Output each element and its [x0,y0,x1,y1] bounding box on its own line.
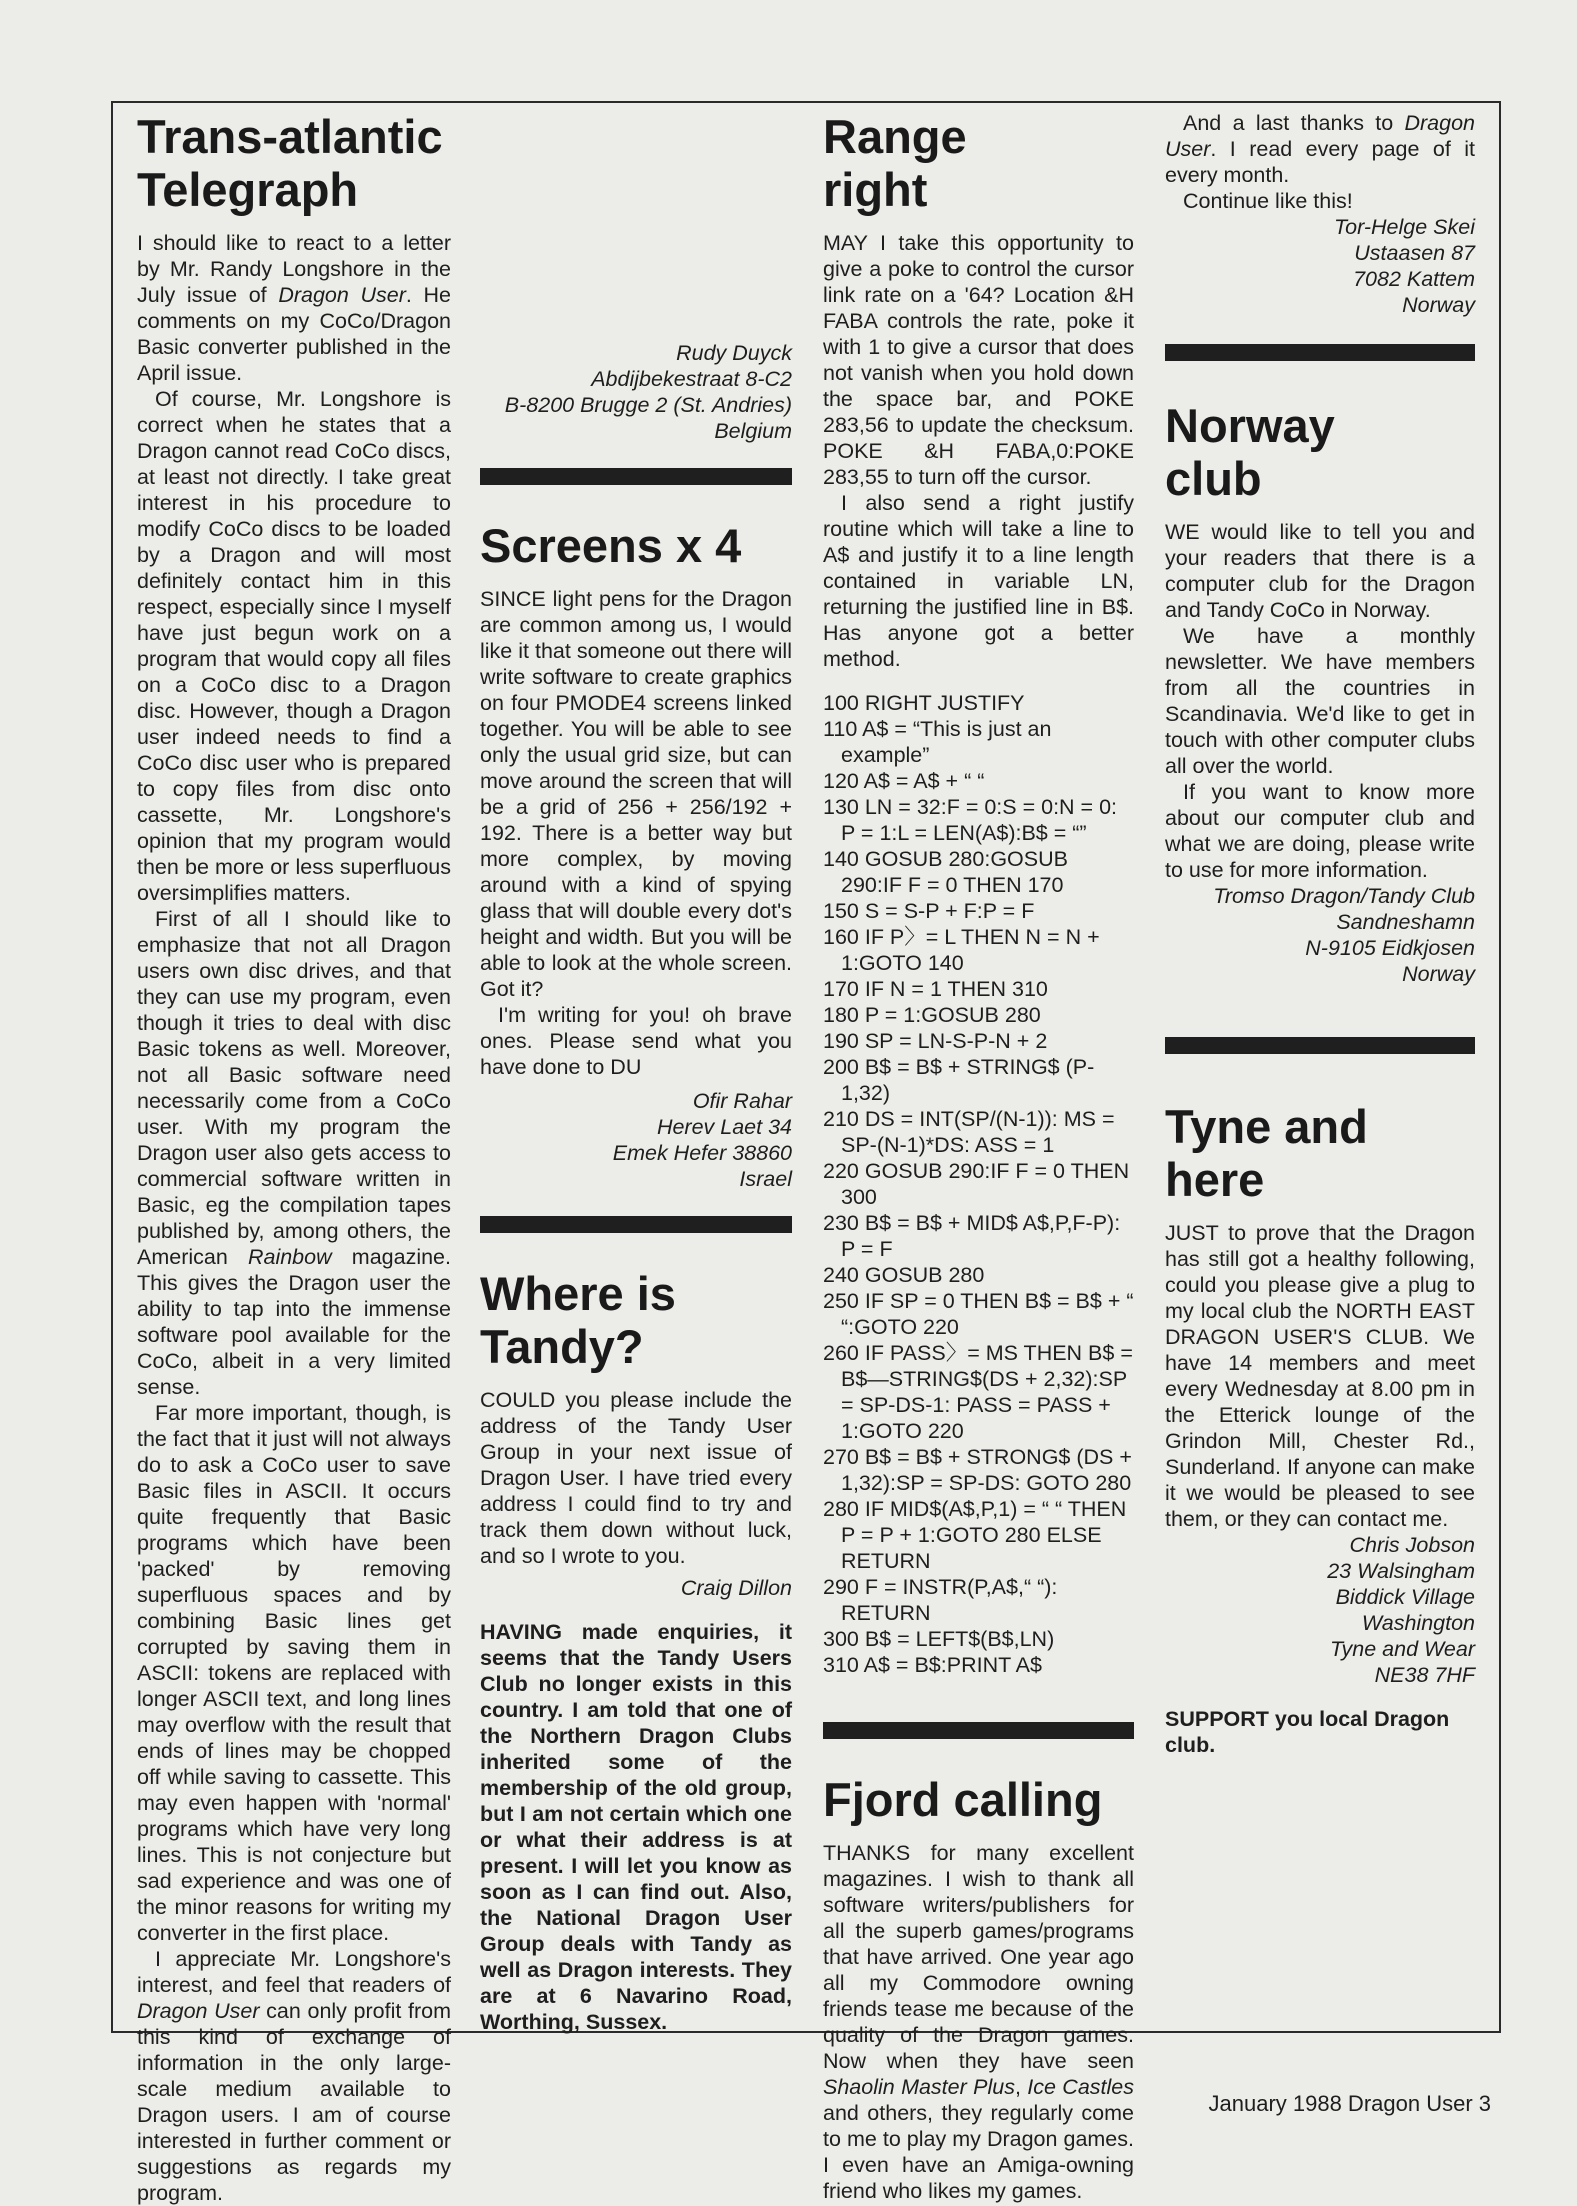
signature-tandy: Craig Dillon [680,1576,792,1600]
letter-paragraph: JUST to prove that the Dragon has still got a healthy following, could you please give a plug to my local club the NORTH EAST DRAGON USER'S CLUB. We have 14 members and meet every Wednesday at 8.00 pm in the Etterick lounge of the Grindon Mill, Chester Rd., Sunderland. If anyone can make it we would be pleased to see them, or they can contact me. [1165,1221,1475,1531]
signature-transatlantic [480,340,792,444]
page-footer: January 1988 Dragon User 3 [1208,2091,1491,2116]
section-divider [823,1722,1134,1739]
letter-paragraph: I should like to react to a letter by Mr. Randy Longshore in the July issue of Dragon User. He comments on my CoCo/Dragon Basic converter published in the April issue. [137,231,451,385]
letter-title-tyne: Tyne and here [1165,1100,1368,1206]
signature-tyne [1165,1532,1475,1688]
letter-title-range: Range right [823,110,967,216]
code-line: 120 A$ = A$ + “ “ [823,769,985,793]
code-line: 300 B$ = LEFT$(B$,LN) [823,1627,1055,1651]
code-line: 280 IF MID$(A$,P,1) = “ “ THEN P = P + 1:GOTO 280 ELSE RETURN [823,1497,1127,1573]
letter-title-norway: Norway club [1165,399,1335,505]
section-divider [480,468,792,485]
letter-paragraph: SINCE light pens for the Dragon are common among us, I would like it that someone out there will write software to create graphics on four PMODE4 screens linked together. You will be able to see only the usual grid size, but can move around the screen that will be a grid of 256 + 256/192 + 192. There is a better way but more complex, by moving around with a kind of spying glass that will double every dot's height and width. But you will be able to look at the whole screen. Got it? [480,587,792,1001]
signature-line: 7082 Kattem [1353,267,1475,291]
code-line: 190 SP = LN-S-P-N + 2 [823,1029,1048,1053]
letter-paragraph: WE would like to tell you and your readers that there is a computer club for the Dragon and Tandy CoCo in Norway. [1165,520,1475,622]
signature-line: Biddick Village [1335,1585,1475,1609]
signature-line: Norway [1402,293,1475,317]
letter-paragraph: COULD you please include the address of the Tandy User Group in your next issue of Dragon User. I have tried every address I could find to try and track them down without luck, and so I wrote to you. [480,1388,792,1568]
signature-line: Tor-Helge Skei [1333,215,1475,239]
code-line: 130 LN = 32:F = 0:S = 0:N = 0: P = 1:L = LEN(A$):B$ = “” [823,795,1118,845]
code-line: 150 S = S-P + F:P = F [823,899,1035,923]
basic-listing [823,690,1134,1678]
column-4 [1165,110,1475,1758]
editor-reply-tandy: HAVING made enquiries, it seems that the Tandy Users Club no longer exists in this country. I am told that one of the Northern Dragon Clubs inherited some of the membership of the old group, but I am not certain which one or what their address is at present. I will let you know as soon as I can find out. Also, the National Dragon User Group deals with Tandy as well as Dragon interests. They are at 6 Navarino Road, Worthing, Sussex. [480,1620,792,2034]
code-line: 310 A$ = B$:PRINT A$ [823,1653,1042,1677]
letter-paragraph: I also send a right justify routine which will take a line to A$ and justify it to a line length contained in variable LN, returning the justified line in B$. Has anyone got a better method. [823,491,1134,671]
column-2 [480,340,792,2035]
letter-paragraph: Far more important, though, is the fact that it just will not always do to ask a CoCo user to save Basic files in ASCII. It occurs quite frequently that Basic programs which have been 'packed' by removing superfluous spaces and by combining Basic lines get corrupted by saving them in ASCII: tokens are replaced with longer ASCII text, and long lines may overflow with the result that ends of lines may be chopped off while saving to cassette. This may even happen with 'normal' programs which have very long lines. This is not conjecture but sad experience and was one of the minor reasons for writing my converter in the first place. [137,1401,451,1945]
signature-line: B-8200 Brugge 2 (St. Andries) [504,393,792,417]
code-line: 260 IF PASS〉= MS THEN B$ = B$—STRING$(DS + 2,32):SP = SP-DS-1: PASS = PASS + 1:GOTO 220 [823,1341,1133,1443]
signature-norway [1165,883,1475,987]
column-1 [137,110,451,2206]
letter-paragraph: And a last thanks to Dragon User. I read every page of it every month. [1165,111,1475,187]
section-divider [1165,344,1475,361]
signature-fjord [1165,214,1475,318]
signature-line: Ofir Rahar [692,1089,792,1113]
letter-paragraph: First of all I should like to emphasize that not all Dragon users own disc drives, and that they can use my program, even though it tries to deal with disc Basic tokens as well. Moreover, not all Basic software need necessarily come from a CoCo user. With my program the Dragon user also gets access to commercial software written in Basic, eg the compilation tapes published by, among others, the American Rainbow magazine. This gives the Dragon user the ability to tap into the immense software pool available for the CoCo, albeit in a very limited sense. [137,907,451,1399]
signature-line: Tromso Dragon/Tandy Club [1213,884,1475,908]
letter-paragraph: Of course, Mr. Longshore is correct when he states that a Dragon cannot read CoCo discs, at least not directly. I take great interest in his procedure to modify CoCo discs to be loaded by a Dragon and will most definitely contact him in this respect, especially since I myself have just begun work on a program that would copy all files on a CoCo disc to a Dragon disc. However, though a Dragon user indeed needs to find a CoCo disc user who is prepared to copy files from disc onto cassette, Mr. Longshore's opinion that my program would then be more or less superfluous oversimplifies matters. [137,387,451,905]
signature-line: Washington [1361,1611,1475,1635]
code-line: 220 GOSUB 290:IF F = 0 THEN 300 [823,1159,1130,1209]
signature-line: Ustaasen 87 [1354,241,1475,265]
signature-line: 23 Walsingham [1327,1559,1475,1583]
signature-line: Emek Hefer 38860 [612,1141,792,1165]
signature-line: NE38 7HF [1374,1663,1475,1687]
signature-line: Herev Laet 34 [656,1115,792,1139]
signature-line: Israel [739,1167,792,1191]
code-line: 170 IF N = 1 THEN 310 [823,977,1048,1001]
code-line: 140 GOSUB 280:GOSUB 290:IF F = 0 THEN 170 [823,847,1068,897]
code-line: 290 F = INSTR(P,A$,“ “): RETURN [823,1575,1058,1625]
code-line: 180 P = 1:GOSUB 280 [823,1003,1041,1027]
signature-line: Norway [1402,962,1475,986]
code-line: 230 B$ = B$ + MID$ A$,P,F-P): P = F [823,1211,1121,1261]
signature-screens [480,1088,792,1192]
code-line: 200 B$ = B$ + STRING$ (P-1,32) [823,1055,1095,1105]
signature-line: Abdijbekestraat 8-C2 [591,367,792,391]
signature-line: Rudy Duyck [676,341,792,365]
letter-title-fjord: Fjord calling [823,1773,1103,1826]
signature-line: N-9105 Eidkjosen [1305,936,1475,960]
code-line: 270 B$ = B$ + STRONG$ (DS + 1,32):SP = SP-DS: GOTO 280 [823,1445,1132,1495]
letter-title-screens: Screens x 4 [480,519,742,572]
column-3 [823,110,1134,2204]
code-line: 240 GOSUB 280 [823,1263,985,1287]
signature-line: Chris Jobson [1349,1533,1475,1557]
letter-paragraph: If you want to know more about our computer club and what we are doing, please write to use for more information. [1165,780,1475,882]
section-divider [1165,1037,1475,1054]
section-divider [480,1216,792,1233]
code-line: 100 RIGHT JUSTIFY [823,691,1025,715]
code-line: 110 A$ = “This is just an example” [823,717,1052,767]
signature-line: Sandneshamn [1336,910,1475,934]
code-line: 160 IF P〉= L THEN N = N + 1:GOTO 140 [823,925,1100,975]
letter-title-tandy: Where is Tandy? [480,1267,676,1373]
signature-line: Tyne and Wear [1330,1637,1475,1661]
letter-paragraph: I appreciate Mr. Longshore's interest, and feel that readers of Dragon User can only profit from this kind of exchange of information in the only large-scale medium available to Dragon users. I am of course interested in further comment or suggestions as regards my program. [137,1947,451,2205]
letter-paragraph: THANKS for many excellent magazines. I wish to thank all software writers/publishers for all the superb games/programs that have arrived. One year ago all my Commodore owning friends tease me because of the quality of the Dragon games. Now when they have seen Shaolin Master Plus, Ice Castles and others, they regularly come to me to play my Dragon games. I even have an Amiga-owning friend who likes my games. [823,1841,1134,2203]
signature-line: Belgium [714,419,792,443]
code-line: 210 DS = INT(SP/(N-1)): MS = SP-(N-1)*DS: ASS = 1 [823,1107,1115,1157]
letter-paragraph: We have a monthly newsletter. We have members from all the countries in Scandinavia. We'd like to get in touch with other computer clubs all over the world. [1165,624,1475,778]
code-line: 250 IF SP = 0 THEN B$ = B$ + “ “:GOTO 220 [823,1289,1134,1339]
letter-title-transatlantic: Trans-atlantic Telegraph [137,110,443,216]
letter-paragraph: MAY I take this opportunity to give a poke to control the cursor link rate on a '64? Location &H FABA controls the rate, poke it with 1 to give a cursor that does not vanish when you hold down the space bar, and POKE 283,56 to update the checksum. POKE &H FABA,0:POKE 283,55 to turn off the cursor. [823,231,1134,489]
editor-reply-tyne: SUPPORT you local Dragon club. [1165,1707,1450,1757]
letter-paragraph: Continue like this! [1183,189,1353,213]
letter-paragraph: I'm writing for you! oh brave ones. Please send what you have done to DU [480,1003,792,1079]
